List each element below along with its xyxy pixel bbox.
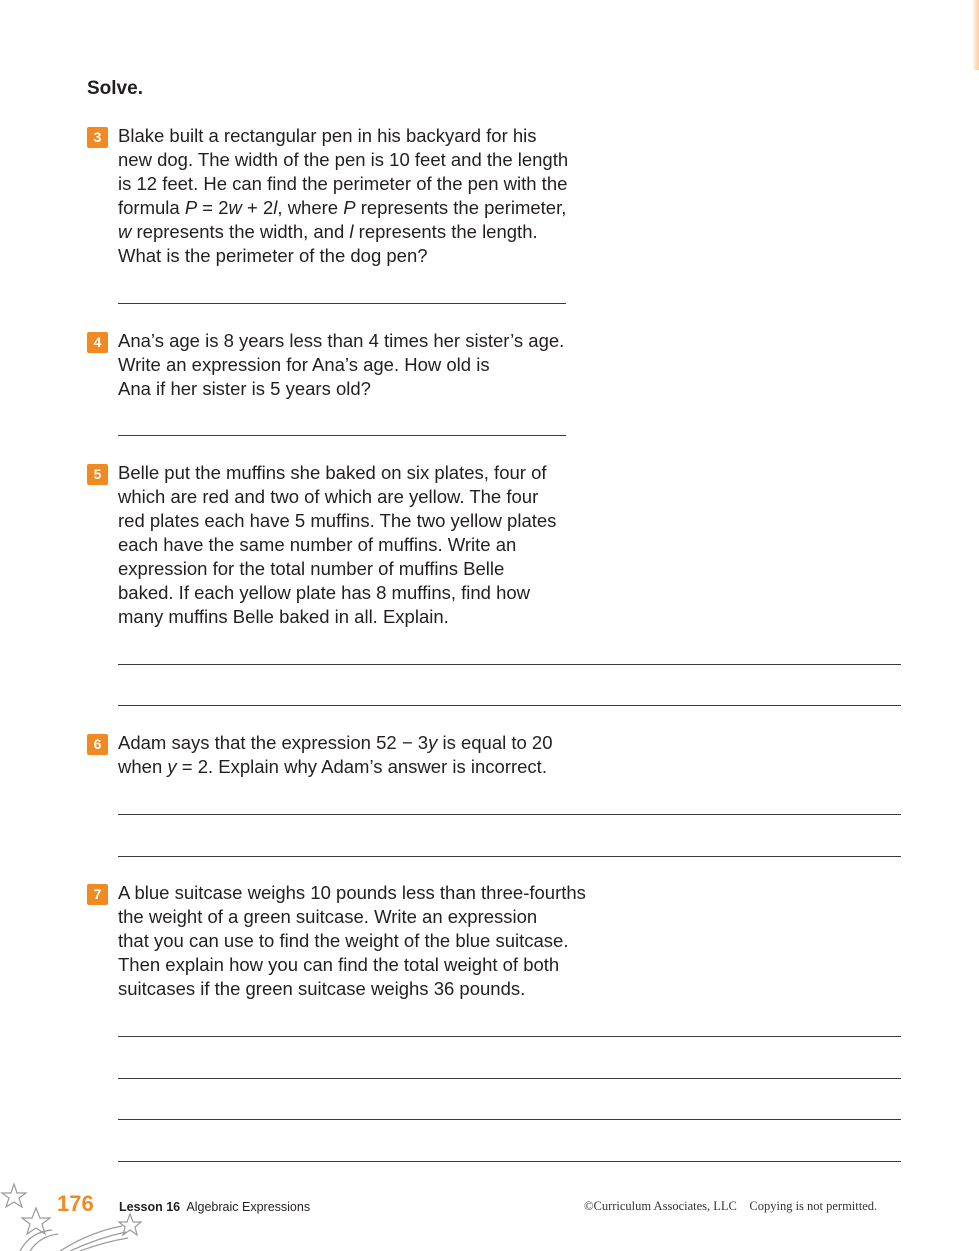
section-heading: Solve. bbox=[87, 78, 143, 99]
answer-line[interactable] bbox=[118, 1119, 901, 1120]
problem-line: that you can use to find the weight of the blue suitcase. bbox=[118, 930, 569, 951]
copyright-notice: ©Curriculum Associates, LLC Copying is not permitted. bbox=[584, 1199, 878, 1213]
answer-line[interactable] bbox=[118, 664, 901, 665]
lesson-title: Algebraic Expressions bbox=[186, 1200, 311, 1214]
problem-line: many muffins Belle baked in all. Explain. bbox=[118, 606, 449, 627]
answer-line[interactable] bbox=[118, 856, 901, 857]
problem-line: red plates each have 5 muffins. The two yellow plates bbox=[118, 510, 557, 531]
problem-line: Adam says that the expression 52 − 3y is equal to 20 bbox=[118, 732, 553, 753]
problem-line: is 12 feet. He can find the perimeter of the pen with the bbox=[118, 173, 568, 194]
problem-line: Ana if her sister is 5 years old? bbox=[118, 378, 371, 399]
problem-text bbox=[118, 124, 568, 268]
lesson-label bbox=[119, 1200, 310, 1214]
problem-line: w represents the width, and l represents the length. bbox=[118, 221, 538, 242]
problem-text bbox=[118, 881, 586, 1001]
answer-line[interactable] bbox=[118, 814, 901, 815]
problem-line: Then explain how you can find the total weight of both bbox=[118, 954, 560, 975]
problem-line: when y = 2. Explain why Adam’s answer is incorrect. bbox=[118, 756, 547, 777]
problem-line: new dog. The width of the pen is 10 feet and the length bbox=[118, 149, 569, 170]
page-edge-tab bbox=[973, 0, 979, 70]
problem-line: Ana’s age is 8 years less than 4 times her sister’s age. bbox=[118, 330, 565, 351]
problem-line: each have the same number of muffins. Write an bbox=[118, 534, 517, 555]
problem-number-badge: 7 bbox=[87, 884, 108, 905]
answer-line[interactable] bbox=[118, 1078, 901, 1079]
problem-number-badge: 4 bbox=[87, 332, 108, 353]
lesson-number: Lesson 16 bbox=[119, 1200, 181, 1214]
problem-line: suitcases if the green suitcase weighs 36 pounds. bbox=[118, 978, 526, 999]
problem-line: formula P = 2w + 2l, where P represents the perimeter, bbox=[118, 197, 567, 218]
problem-number-badge: 6 bbox=[87, 734, 108, 755]
problem-number-badge: 3 bbox=[87, 127, 108, 148]
problem-line: which are red and two of which are yellow. The four bbox=[118, 486, 539, 507]
answer-line[interactable] bbox=[118, 435, 566, 436]
answer-line[interactable] bbox=[118, 303, 566, 304]
page-number: 176 bbox=[57, 1191, 94, 1216]
problem-text bbox=[118, 731, 553, 779]
problem-line: A blue suitcase weighs 10 pounds less than three-fourths bbox=[118, 882, 586, 903]
answer-line[interactable] bbox=[118, 1036, 901, 1037]
problem-line: Blake built a rectangular pen in his backyard for his bbox=[118, 125, 537, 146]
answer-line[interactable] bbox=[118, 705, 901, 706]
problem-line: baked. If each yellow plate has 8 muffins, find how bbox=[118, 582, 531, 603]
problem-line: the weight of a green suitcase. Write an expression bbox=[118, 906, 538, 927]
problem-text bbox=[118, 329, 564, 401]
answer-line[interactable] bbox=[118, 1161, 901, 1162]
problem-line: Write an expression for Ana’s age. How old is bbox=[118, 354, 490, 375]
problem-line: What is the perimeter of the dog pen? bbox=[118, 245, 428, 266]
problem-text bbox=[118, 461, 556, 629]
problem-line: Belle put the muffins she baked on six plates, four of bbox=[118, 462, 547, 483]
problem-number-badge: 5 bbox=[87, 464, 108, 485]
problem-line: expression for the total number of muffins Belle bbox=[118, 558, 505, 579]
